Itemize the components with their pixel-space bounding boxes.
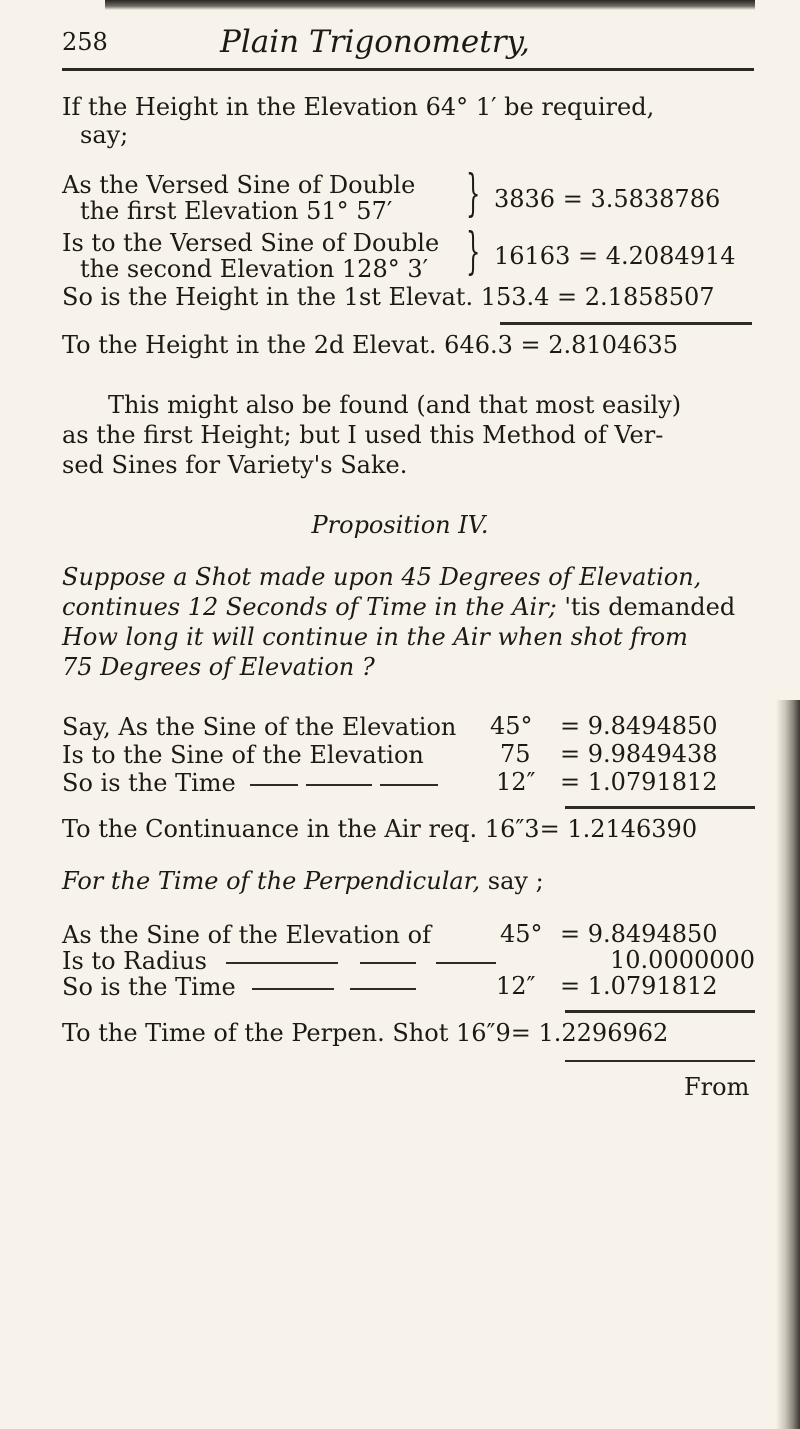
calc2-row3-value: = 1.0791812 <box>560 972 718 1000</box>
leader-dash <box>306 784 372 786</box>
leader-dash <box>380 784 438 786</box>
intro-line-1: If the Height in the Elevation 64° 1′ be required, <box>62 93 655 121</box>
leader-dash <box>252 988 334 990</box>
perpendicular-heading <box>62 866 544 896</box>
brace-2: } <box>466 222 481 280</box>
calc1-row2-value: = 9.9849438 <box>560 740 718 768</box>
leader-dash <box>250 784 298 786</box>
proposition-line-3: How long it will continue in the Air when shot from <box>62 623 688 651</box>
intro-line-2: say; <box>80 121 129 149</box>
brace-1: } <box>466 164 481 222</box>
as-line-2: the first Elevation 51° 57′ <box>80 197 393 225</box>
is-line-2: the second Elevation 128° 3′ <box>80 255 429 283</box>
calc1-row3-label: So is the Time <box>62 769 236 797</box>
calc2-row2-label: Is to Radius <box>62 947 207 975</box>
calc2-row3-label: So is the Time <box>62 973 236 1001</box>
calc2-row1-arg: 45° <box>500 920 543 948</box>
calc1-row1-arg: 45° <box>490 712 533 740</box>
is-line-1: Is to the Versed Sine of Double <box>62 229 440 257</box>
calc1-row3-value: = 1.0791812 <box>560 768 718 796</box>
proposition-line-1: Suppose a Shot made upon 45 Degrees of Elevation, <box>62 563 702 591</box>
proposition-line-2-roman: 'tis demanded <box>556 593 736 621</box>
page-header <box>62 22 762 62</box>
to-line: To the Height in the 2d Elevat. 646.3 = 2.8104635 <box>62 331 679 359</box>
perpendicular-heading-roman: say ; <box>480 867 544 895</box>
as-result: 3836 = 3.5838786 <box>494 185 721 213</box>
calc2-row2-value: 10.0000000 <box>610 946 756 974</box>
calc1-row1-label: Say, As the Sine of the Elevation <box>62 713 457 741</box>
page-top-shadow <box>105 0 755 10</box>
sum-rule-3 <box>565 1010 755 1013</box>
header-rule <box>62 68 754 71</box>
note-line-3: sed Sines for Variety's Sake. <box>62 451 408 479</box>
calc1-row2-arg: 75 <box>500 740 531 768</box>
perpendicular-heading-italic: For the Time of the Perpendicular, <box>62 867 481 895</box>
leader-dash <box>360 962 416 964</box>
sum-rule-2 <box>565 806 755 809</box>
leader-dash <box>226 962 338 964</box>
leader-dash <box>350 988 416 990</box>
calc2-row3-arg: 12″ <box>496 972 536 1000</box>
leader-dash <box>436 962 496 964</box>
as-line-1: As the Versed Sine of Double <box>62 171 416 199</box>
catchword: From <box>684 1073 750 1101</box>
calc1-row1-value: = 9.8494850 <box>560 712 718 740</box>
sum-rule-4 <box>565 1060 755 1062</box>
proposition-title: Proposition IV. <box>311 511 489 539</box>
note-line-2: as the first Height; but I used this Method of Ver- <box>62 421 664 449</box>
proposition-line-2 <box>62 592 735 622</box>
so-line: So is the Height in the 1st Elevat. 153.4 = 2.1858507 <box>62 283 715 311</box>
calc2-result: To the Time of the Perpen. Shot 16″9= 1.2296962 <box>62 1019 669 1047</box>
calc1-row2-label: Is to the Sine of the Elevation <box>62 741 424 769</box>
proposition-line-2-italic: continues 12 Seconds of Time in the Air; <box>62 593 557 621</box>
sum-rule-1 <box>500 322 752 325</box>
is-result: 16163 = 4.2084914 <box>494 242 736 270</box>
running-title: Plain Trigonometry, <box>220 24 530 60</box>
calc1-result: To the Continuance in the Air req. 16″3= 1.2146390 <box>62 815 698 843</box>
note-line-1: This might also be found (and that most easily) <box>108 391 682 419</box>
proposition-line-4: 75 Degrees of Elevation ? <box>62 653 375 681</box>
page-binding-shadow <box>776 700 800 1429</box>
calc1-row3-arg: 12″ <box>496 768 536 796</box>
page-number: 258 <box>62 28 108 56</box>
calc2-row1-label: As the Sine of the Elevation of <box>62 921 431 949</box>
calc2-row1-value: = 9.8494850 <box>560 920 718 948</box>
